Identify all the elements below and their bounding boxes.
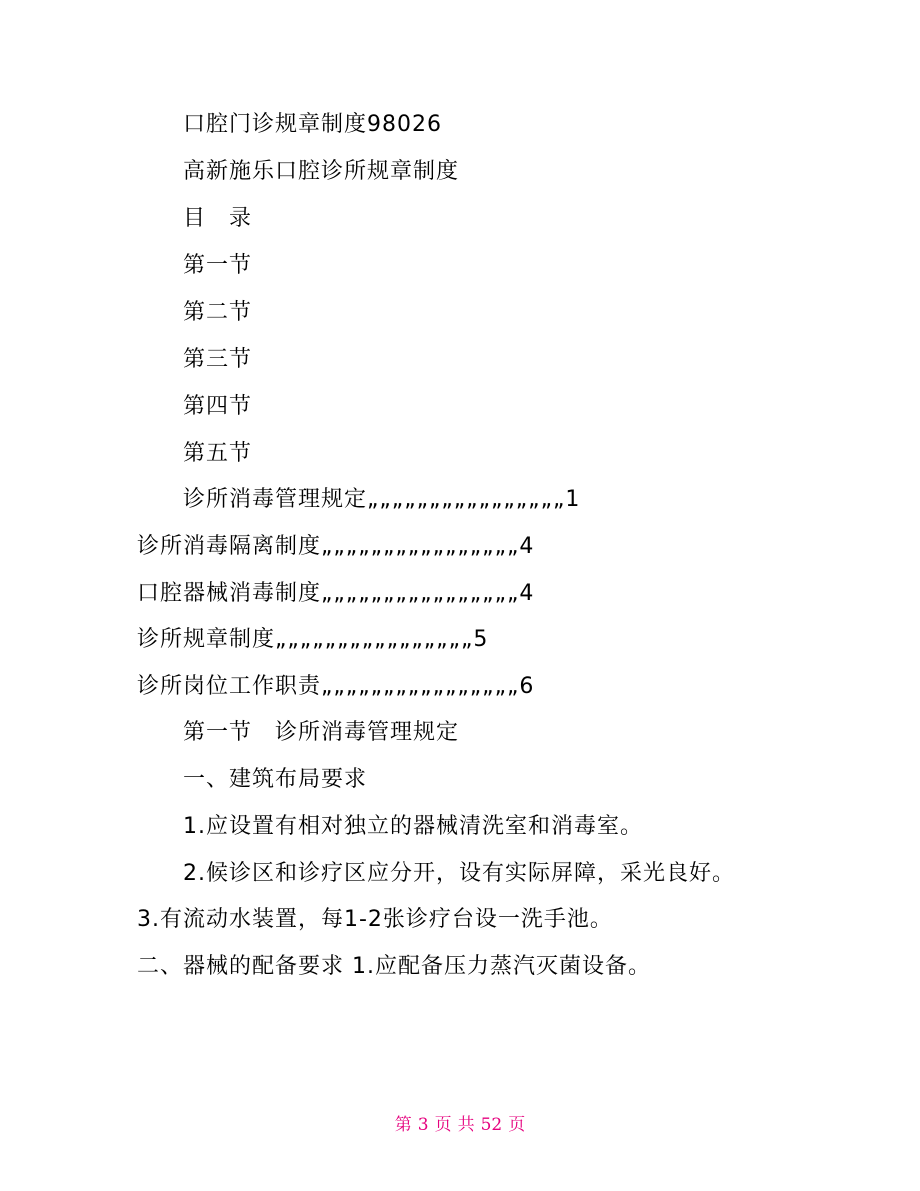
paragraph: 二、器械的配备要求 1.应配备压力蒸汽灭菌设备。: [137, 954, 651, 979]
paragraph: 1.应设置有相对独立的器械清洗室和消毒室。: [183, 814, 643, 839]
toc-entry: 诊所消毒管理规定„„„„„„„„„„„„„„„„1: [183, 487, 581, 512]
section-label-4: 第四节: [183, 394, 253, 419]
toc-entry: 诊所消毒隔离制度„„„„„„„„„„„„„„„„4: [137, 534, 535, 559]
toc-entry: 诊所岗位工作职责„„„„„„„„„„„„„„„„6: [137, 674, 535, 699]
paragraph: 3.有流动水装置，每1-2张诊疗台设一洗手池。: [137, 907, 613, 932]
section-label-5: 第五节: [183, 441, 253, 466]
doc-subtitle: 高新施乐口腔诊所规章制度: [183, 159, 460, 184]
doc-title: 口腔门诊规章制度98026: [183, 112, 442, 137]
footer-label-end: 页: [508, 1115, 526, 1135]
footer-current-page: 3: [417, 1115, 429, 1135]
section-heading: 第一节 诊所消毒管理规定: [183, 720, 460, 745]
footer-label-page: 第: [394, 1115, 412, 1135]
section-label-2: 第二节: [183, 300, 253, 325]
page-footer: [0, 1113, 920, 1137]
paragraph: 2.候诊区和诊疗区应分开，设有实际屏障，采光良好。: [183, 861, 735, 886]
footer-label-total: 共: [457, 1115, 475, 1135]
toc-entry: 诊所规章制度„„„„„„„„„„„„„„„„5: [137, 627, 489, 652]
section-label-1: 第一节: [183, 253, 253, 278]
toc-entry: 口腔器械消毒制度„„„„„„„„„„„„„„„„4: [137, 581, 535, 606]
toc-heading: 目 录: [183, 206, 253, 231]
subsection-heading: 一、建筑布局要求: [183, 767, 368, 792]
section-label-3: 第三节: [183, 347, 253, 372]
footer-total-pages: 52: [480, 1115, 503, 1135]
footer-label-of: 页: [434, 1115, 452, 1135]
